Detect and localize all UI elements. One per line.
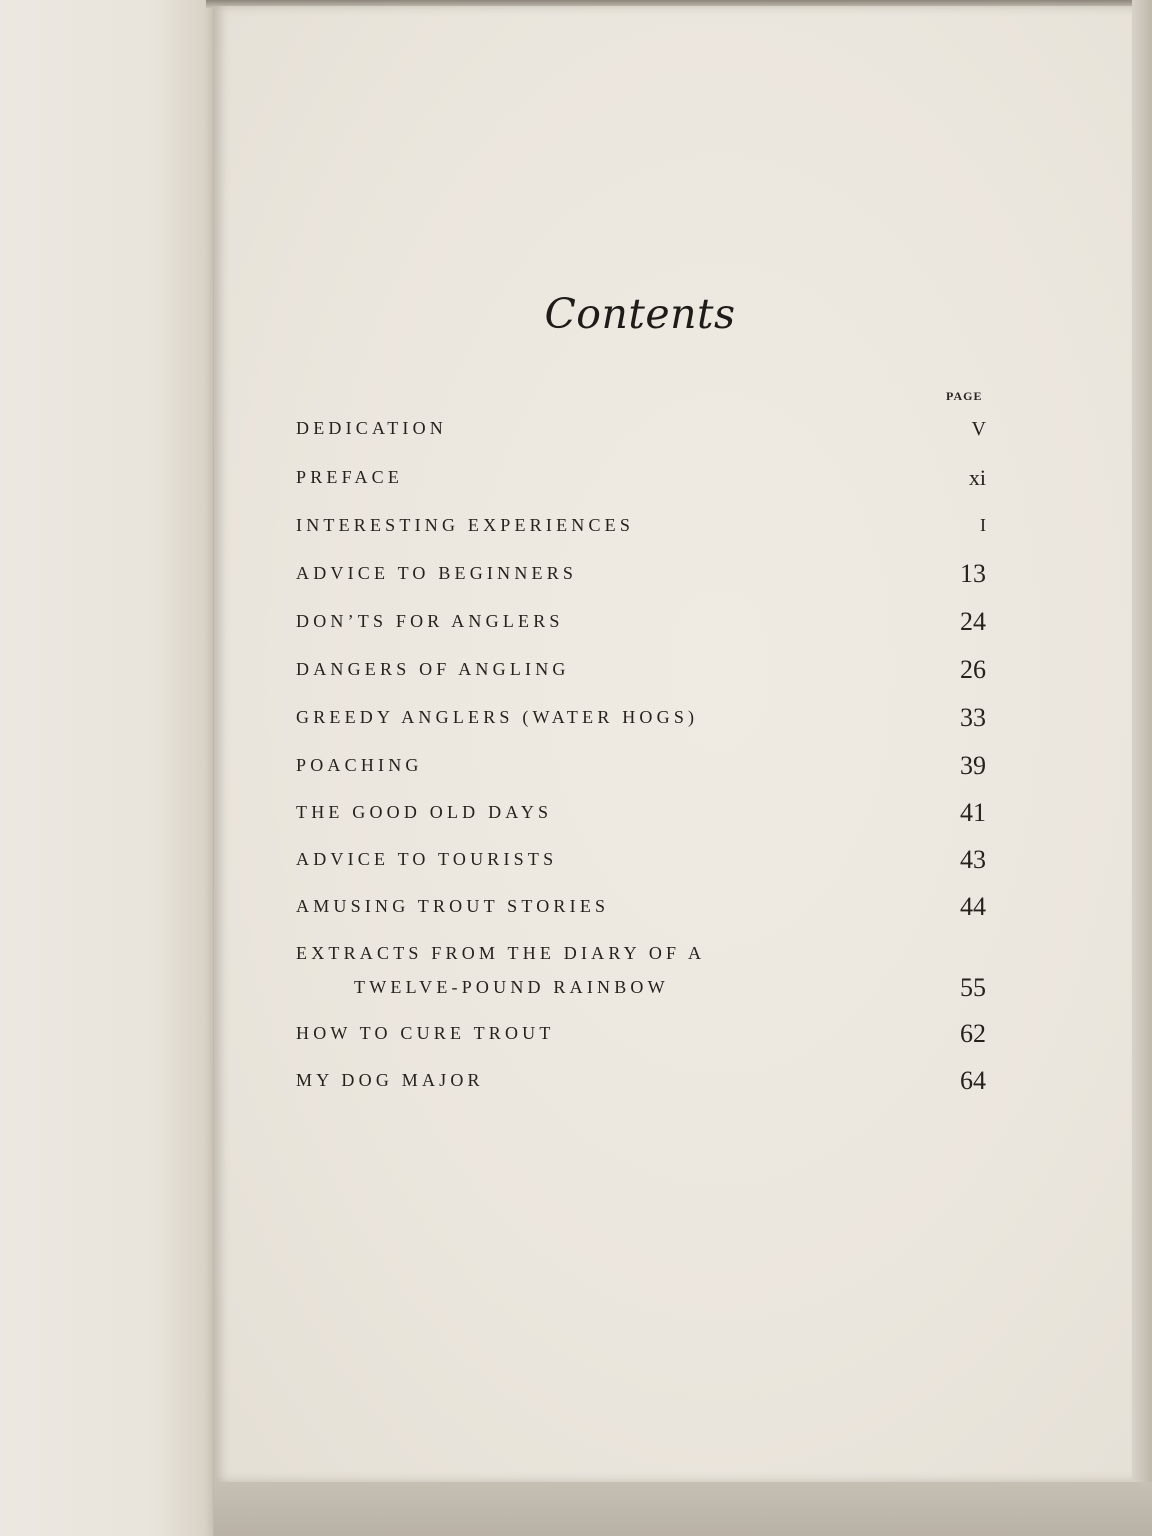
toc-entry-page: 13 [960,559,986,588]
toc-entry-page: 41 [960,798,986,827]
toc-entry-label: EXTRACTS FROM THE DIARY OF A [296,943,706,963]
toc-entry-label: GREEDY ANGLERS (WATER HOGS) [296,707,699,727]
toc-entry-page: 55 [960,973,986,1002]
toc-entry-label: INTERESTING EXPERIENCES [296,515,635,535]
toc-entry-page: 44 [960,892,986,921]
toc-entry-page: 24 [960,607,986,636]
toc-entry-label: PREFACE [296,467,404,487]
toc-entry-label: ADVICE TO BEGINNERS [296,563,578,583]
toc-entry-label: DANGERS OF ANGLING [296,659,570,679]
toc-entry-page: I [980,515,986,535]
toc-entry-label-continued: TWELVE-POUND RAINBOW [354,977,669,997]
toc-entry-label: DON’TS FOR ANGLERS [296,611,564,631]
page-column-heading: PAGE [946,389,983,403]
toc-entry-label: ADVICE TO TOURISTS [296,849,558,869]
toc-entry-label: HOW TO CURE TROUT [296,1023,555,1043]
toc-entry-page: 64 [960,1066,986,1095]
toc-entry-page: 62 [960,1019,986,1048]
toc-entry-label: POACHING [296,755,423,775]
toc-entry-label: THE GOOD OLD DAYS [296,802,553,822]
toc-entry-page: 43 [960,845,986,874]
contents-page [214,6,1134,1482]
toc-entry-page: 26 [960,655,986,684]
toc-entry-page: xi [968,465,986,490]
toc-entry-page: 33 [960,703,986,732]
contents-title: Contents [544,290,736,338]
toc-entry-page: V [971,418,986,440]
toc-entry-label: AMUSING TROUT STORIES [296,896,610,916]
page-edge [1132,0,1152,1536]
left-blank-page [0,0,222,1536]
toc-entry-label: DEDICATION [296,418,447,438]
toc-entry-page: 39 [960,751,986,780]
toc-entry-label: MY DOG MAJOR [296,1070,484,1090]
bottom-page-edge [214,1482,1152,1536]
